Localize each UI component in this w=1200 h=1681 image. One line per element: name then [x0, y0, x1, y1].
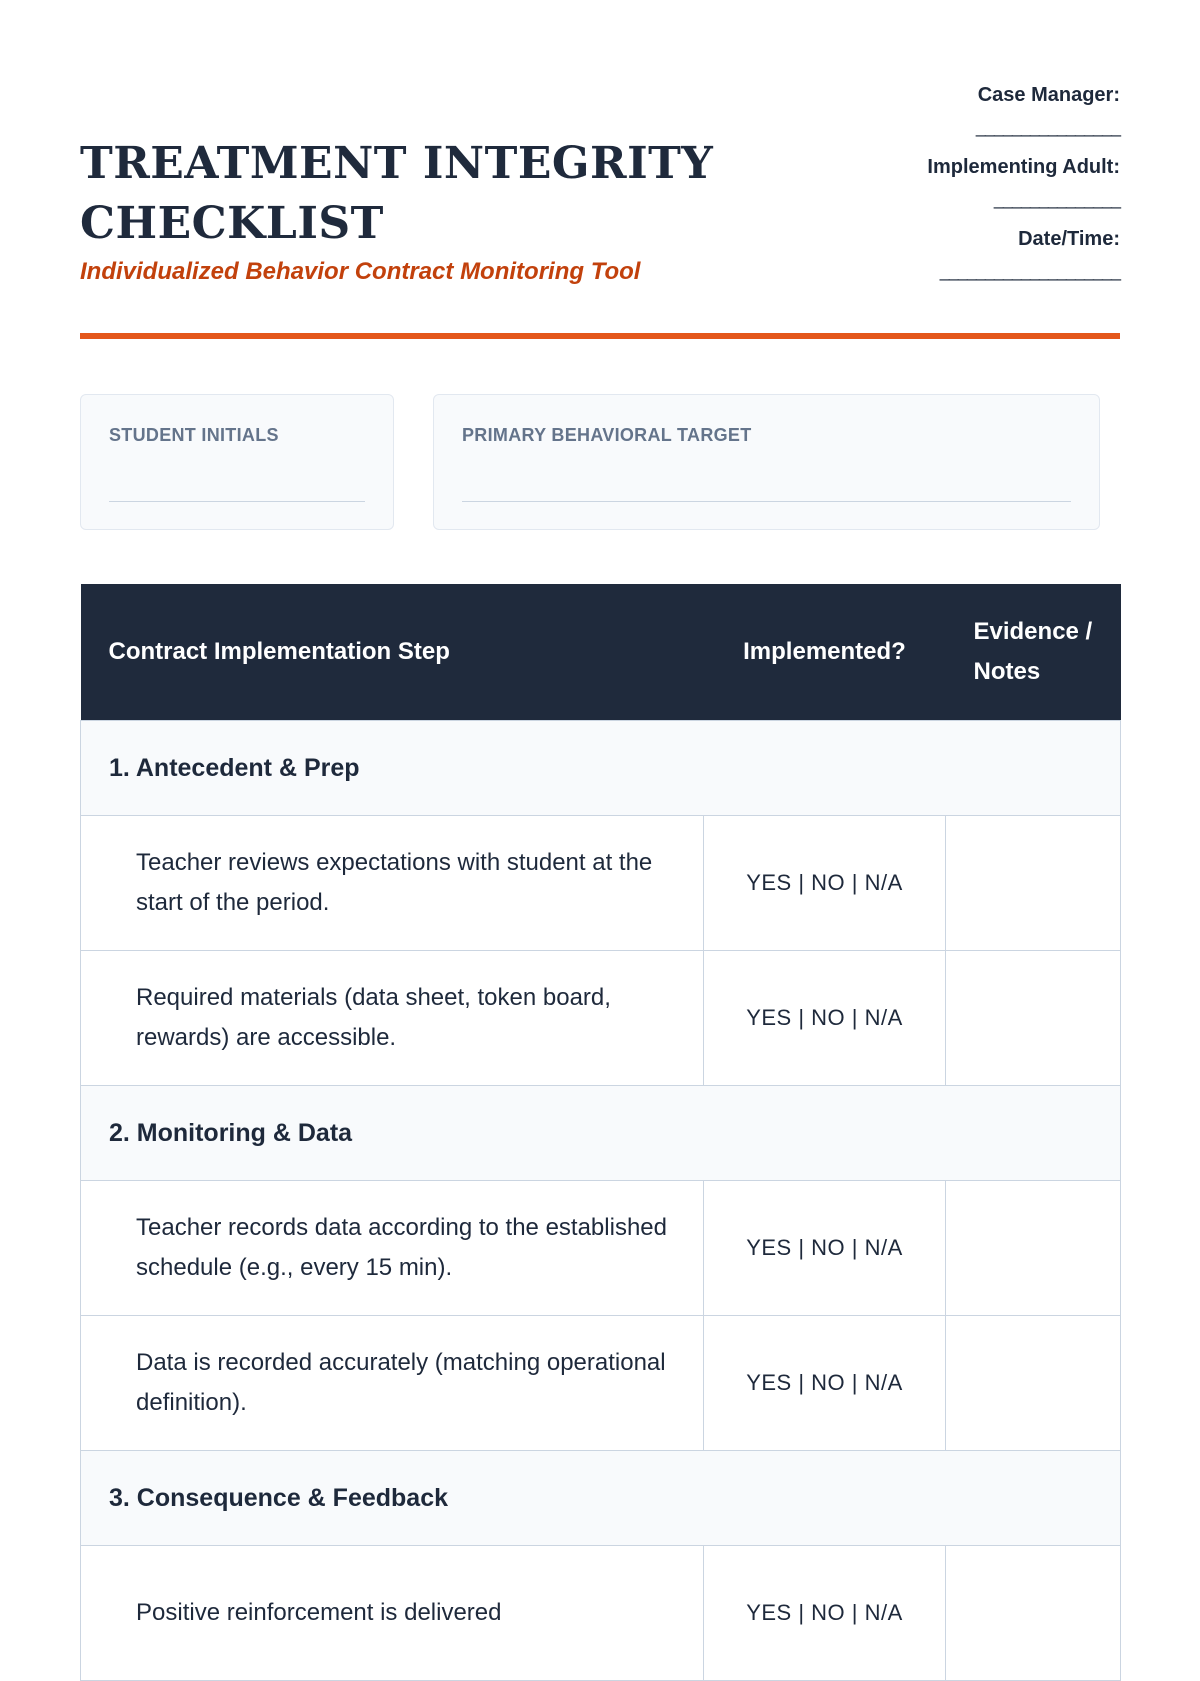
student-initials-input-line[interactable]: [109, 501, 365, 502]
implementing-adult-field[interactable]: ______________: [993, 189, 1120, 209]
notes-cell[interactable]: [946, 950, 1121, 1085]
notes-cell[interactable]: [946, 1545, 1121, 1680]
implemented-options[interactable]: YES | NO | N/A: [704, 1180, 946, 1315]
title-line-1: TREATMENT INTEGRITY: [80, 138, 714, 189]
header-implemented: Implemented?: [704, 584, 946, 720]
implementing-adult-label: Implementing Adult:: [927, 156, 1120, 178]
document-header: [80, 0, 1120, 340]
primary-target-box: [433, 394, 1100, 530]
step-text: Positive reinforcement is delivered: [81, 1545, 704, 1680]
implemented-options[interactable]: YES | NO | N/A: [704, 950, 946, 1085]
notes-cell[interactable]: [946, 1180, 1121, 1315]
meta-fields: [820, 78, 1120, 294]
implemented-options[interactable]: YES | NO | N/A: [704, 815, 946, 950]
student-initials-box: [80, 394, 394, 530]
info-boxes: [80, 394, 1120, 530]
section-row: [81, 720, 1121, 815]
table-row: [81, 1545, 1121, 1680]
section-title: 3. Consequence & Feedback: [81, 1450, 1121, 1545]
step-text: Required materials (data sheet, token board, rewards) are accessible.: [81, 950, 704, 1085]
primary-target-input-line[interactable]: [462, 501, 1071, 502]
step-text: Data is recorded accurately (matching operational definition).: [81, 1315, 704, 1450]
implemented-options[interactable]: YES | NO | N/A: [704, 1315, 946, 1450]
title-line-2: CHECKLIST: [80, 198, 384, 249]
notes-cell[interactable]: [946, 1315, 1121, 1450]
table-row: [81, 815, 1121, 950]
integrity-table: [80, 584, 1121, 1681]
primary-target-label: PRIMARY BEHAVIORAL TARGET: [462, 425, 752, 445]
checklist-page: [80, 0, 1120, 1626]
section-row: [81, 1450, 1121, 1545]
document-subtitle: Individualized Behavior Contract Monitoring Tool: [80, 258, 641, 285]
case-manager-label: Case Manager:: [977, 84, 1120, 106]
table-row: [81, 1315, 1121, 1450]
table-row: [81, 950, 1121, 1085]
date-time-field[interactable]: ____________________: [939, 261, 1120, 281]
date-time-label: Date/Time:: [1018, 228, 1120, 250]
section-row: [81, 1085, 1121, 1180]
section-title: 1. Antecedent & Prep: [81, 720, 1121, 815]
header-notes: Evidence / Notes: [946, 584, 1121, 720]
step-text: Teacher reviews expectations with student at the start of the period.: [81, 815, 704, 950]
implemented-options[interactable]: YES | NO | N/A: [704, 1545, 946, 1680]
case-manager-field[interactable]: ________________: [975, 117, 1120, 137]
header-divider: [80, 333, 1120, 339]
document-title: [80, 134, 780, 254]
section-title: 2. Monitoring & Data: [81, 1085, 1121, 1180]
notes-cell[interactable]: [946, 815, 1121, 950]
table-header-row: [81, 584, 1121, 720]
student-initials-label: STUDENT INITIALS: [109, 425, 279, 445]
table-row: [81, 1180, 1121, 1315]
step-text: Teacher records data according to the established schedule (e.g., every 15 min).: [81, 1180, 704, 1315]
header-step: Contract Implementation Step: [81, 584, 704, 720]
